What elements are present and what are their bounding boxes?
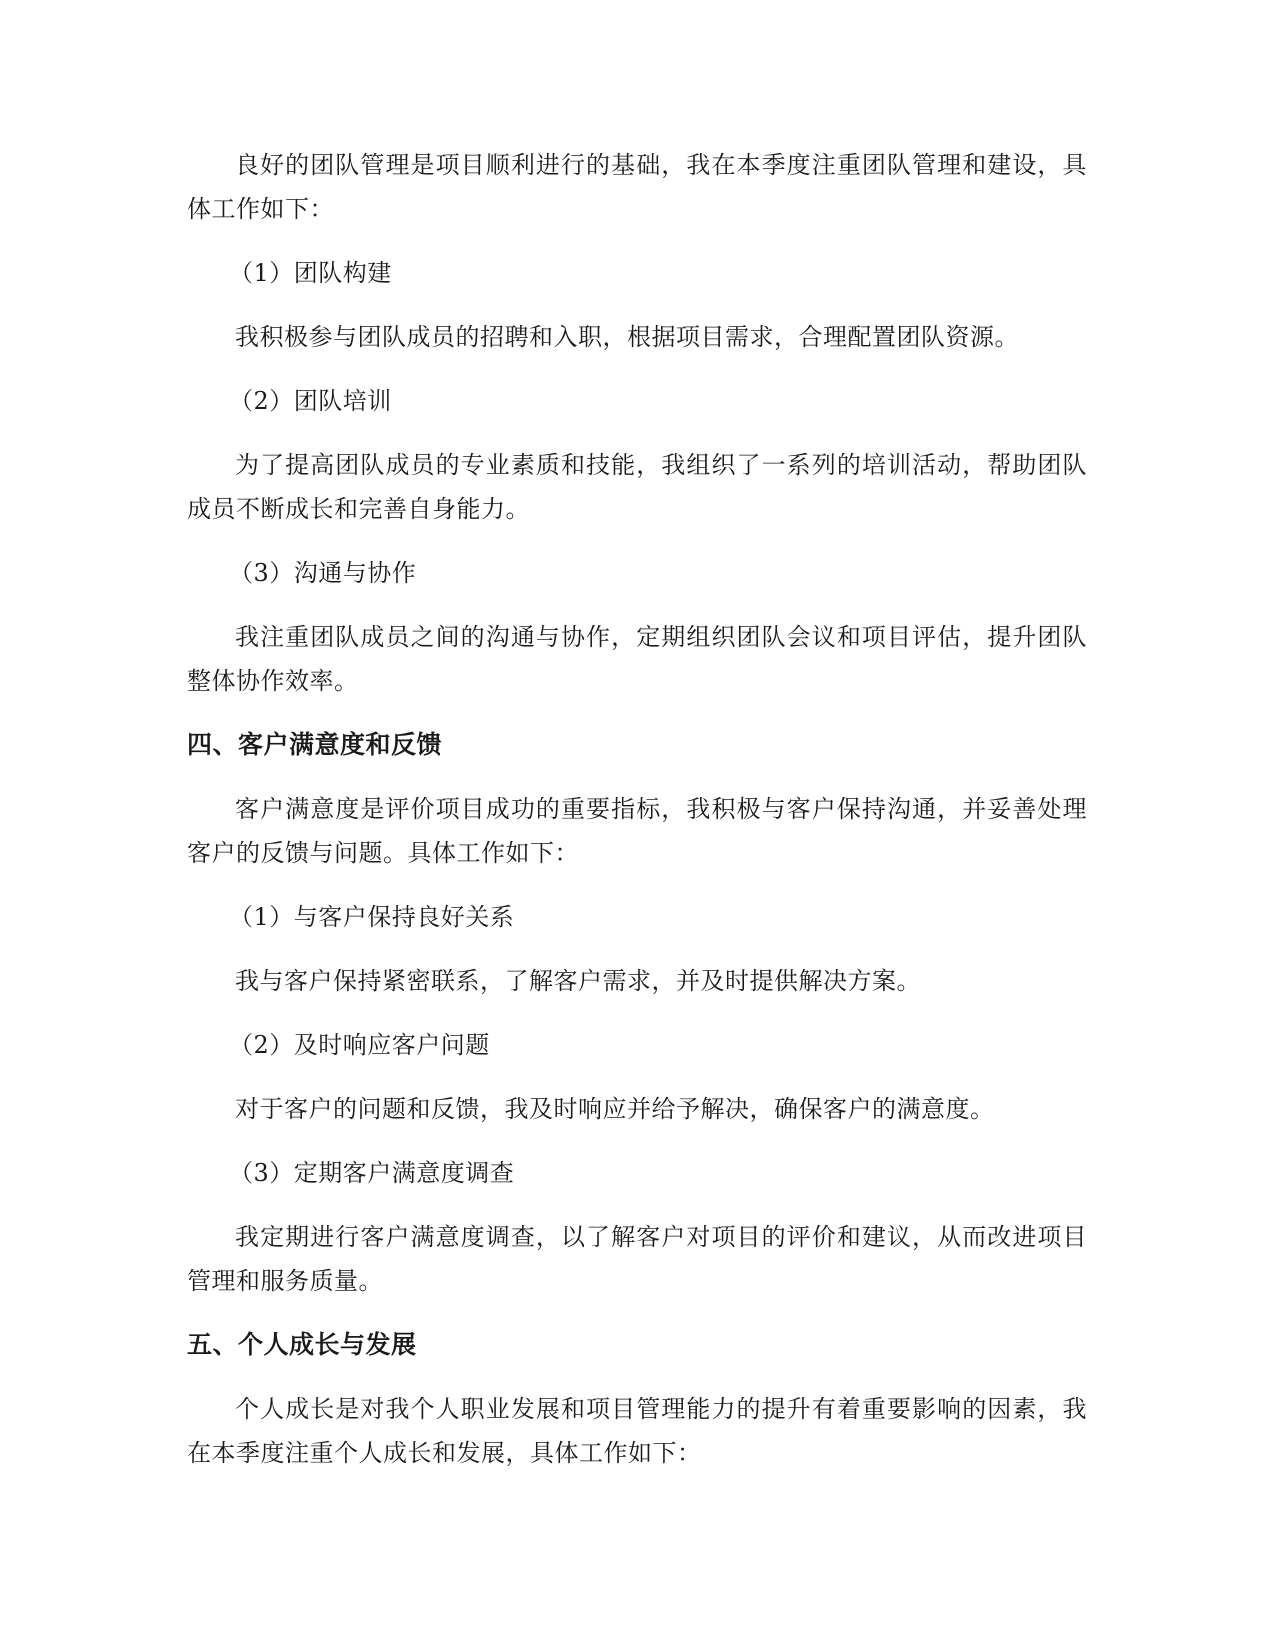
subheading-communication: （3）沟通与协作 — [229, 559, 417, 587]
subheading-satisfaction-survey: （3）定期客户满意度调查 — [229, 1159, 515, 1187]
paragraph-personal-growth-intro: 个人成长是对我个人职业发展和项目管理能力的提升有着重要影响的因素，我在本季度注重个人成长和发展，具体工作如下： — [187, 1395, 1087, 1467]
subheading-team-training: （2）团队培训 — [229, 387, 392, 415]
subheading-team-building: （1）团队构建 — [229, 259, 392, 287]
subheading-customer-response: （2）及时响应客户问题 — [229, 1031, 490, 1059]
paragraph-customer-response: 对于客户的问题和反馈，我及时响应并给予解决，确保客户的满意度。 — [235, 1095, 995, 1123]
section-heading-customer-satisfaction: 四、客户满意度和反馈 — [187, 730, 443, 759]
paragraph-communication: 我注重团队成员之间的沟通与协作，定期组织团队会议和项目评估，提升团队整体协作效率。 — [187, 623, 1087, 695]
paragraph-team-management-intro: 良好的团队管理是项目顺利进行的基础，我在本季度注重团队管理和建设，具体工作如下： — [187, 151, 1087, 223]
paragraph-team-building: 我积极参与团队成员的招聘和入职，根据项目需求，合理配置团队资源。 — [235, 323, 1019, 351]
paragraph-team-training: 为了提高团队成员的专业素质和技能，我组织了一系列的培训活动，帮助团队成员不断成长和完善自身能力。 — [187, 451, 1087, 523]
subheading-customer-relations: （1）与客户保持良好关系 — [229, 903, 515, 931]
paragraph-customer-satisfaction-intro: 客户满意度是评价项目成功的重要指标，我积极与客户保持沟通，并妥善处理客户的反馈与问题。具体工作如下： — [187, 795, 1087, 867]
section-heading-personal-growth: 五、个人成长与发展 — [187, 1330, 417, 1359]
document-body — [187, 143, 1087, 1495]
paragraph-satisfaction-survey: 我定期进行客户满意度调查，以了解客户对项目的评价和建议，从而改进项目管理和服务质量。 — [187, 1223, 1087, 1295]
paragraph-customer-relations: 我与客户保持紧密联系，了解客户需求，并及时提供解决方案。 — [235, 967, 921, 995]
